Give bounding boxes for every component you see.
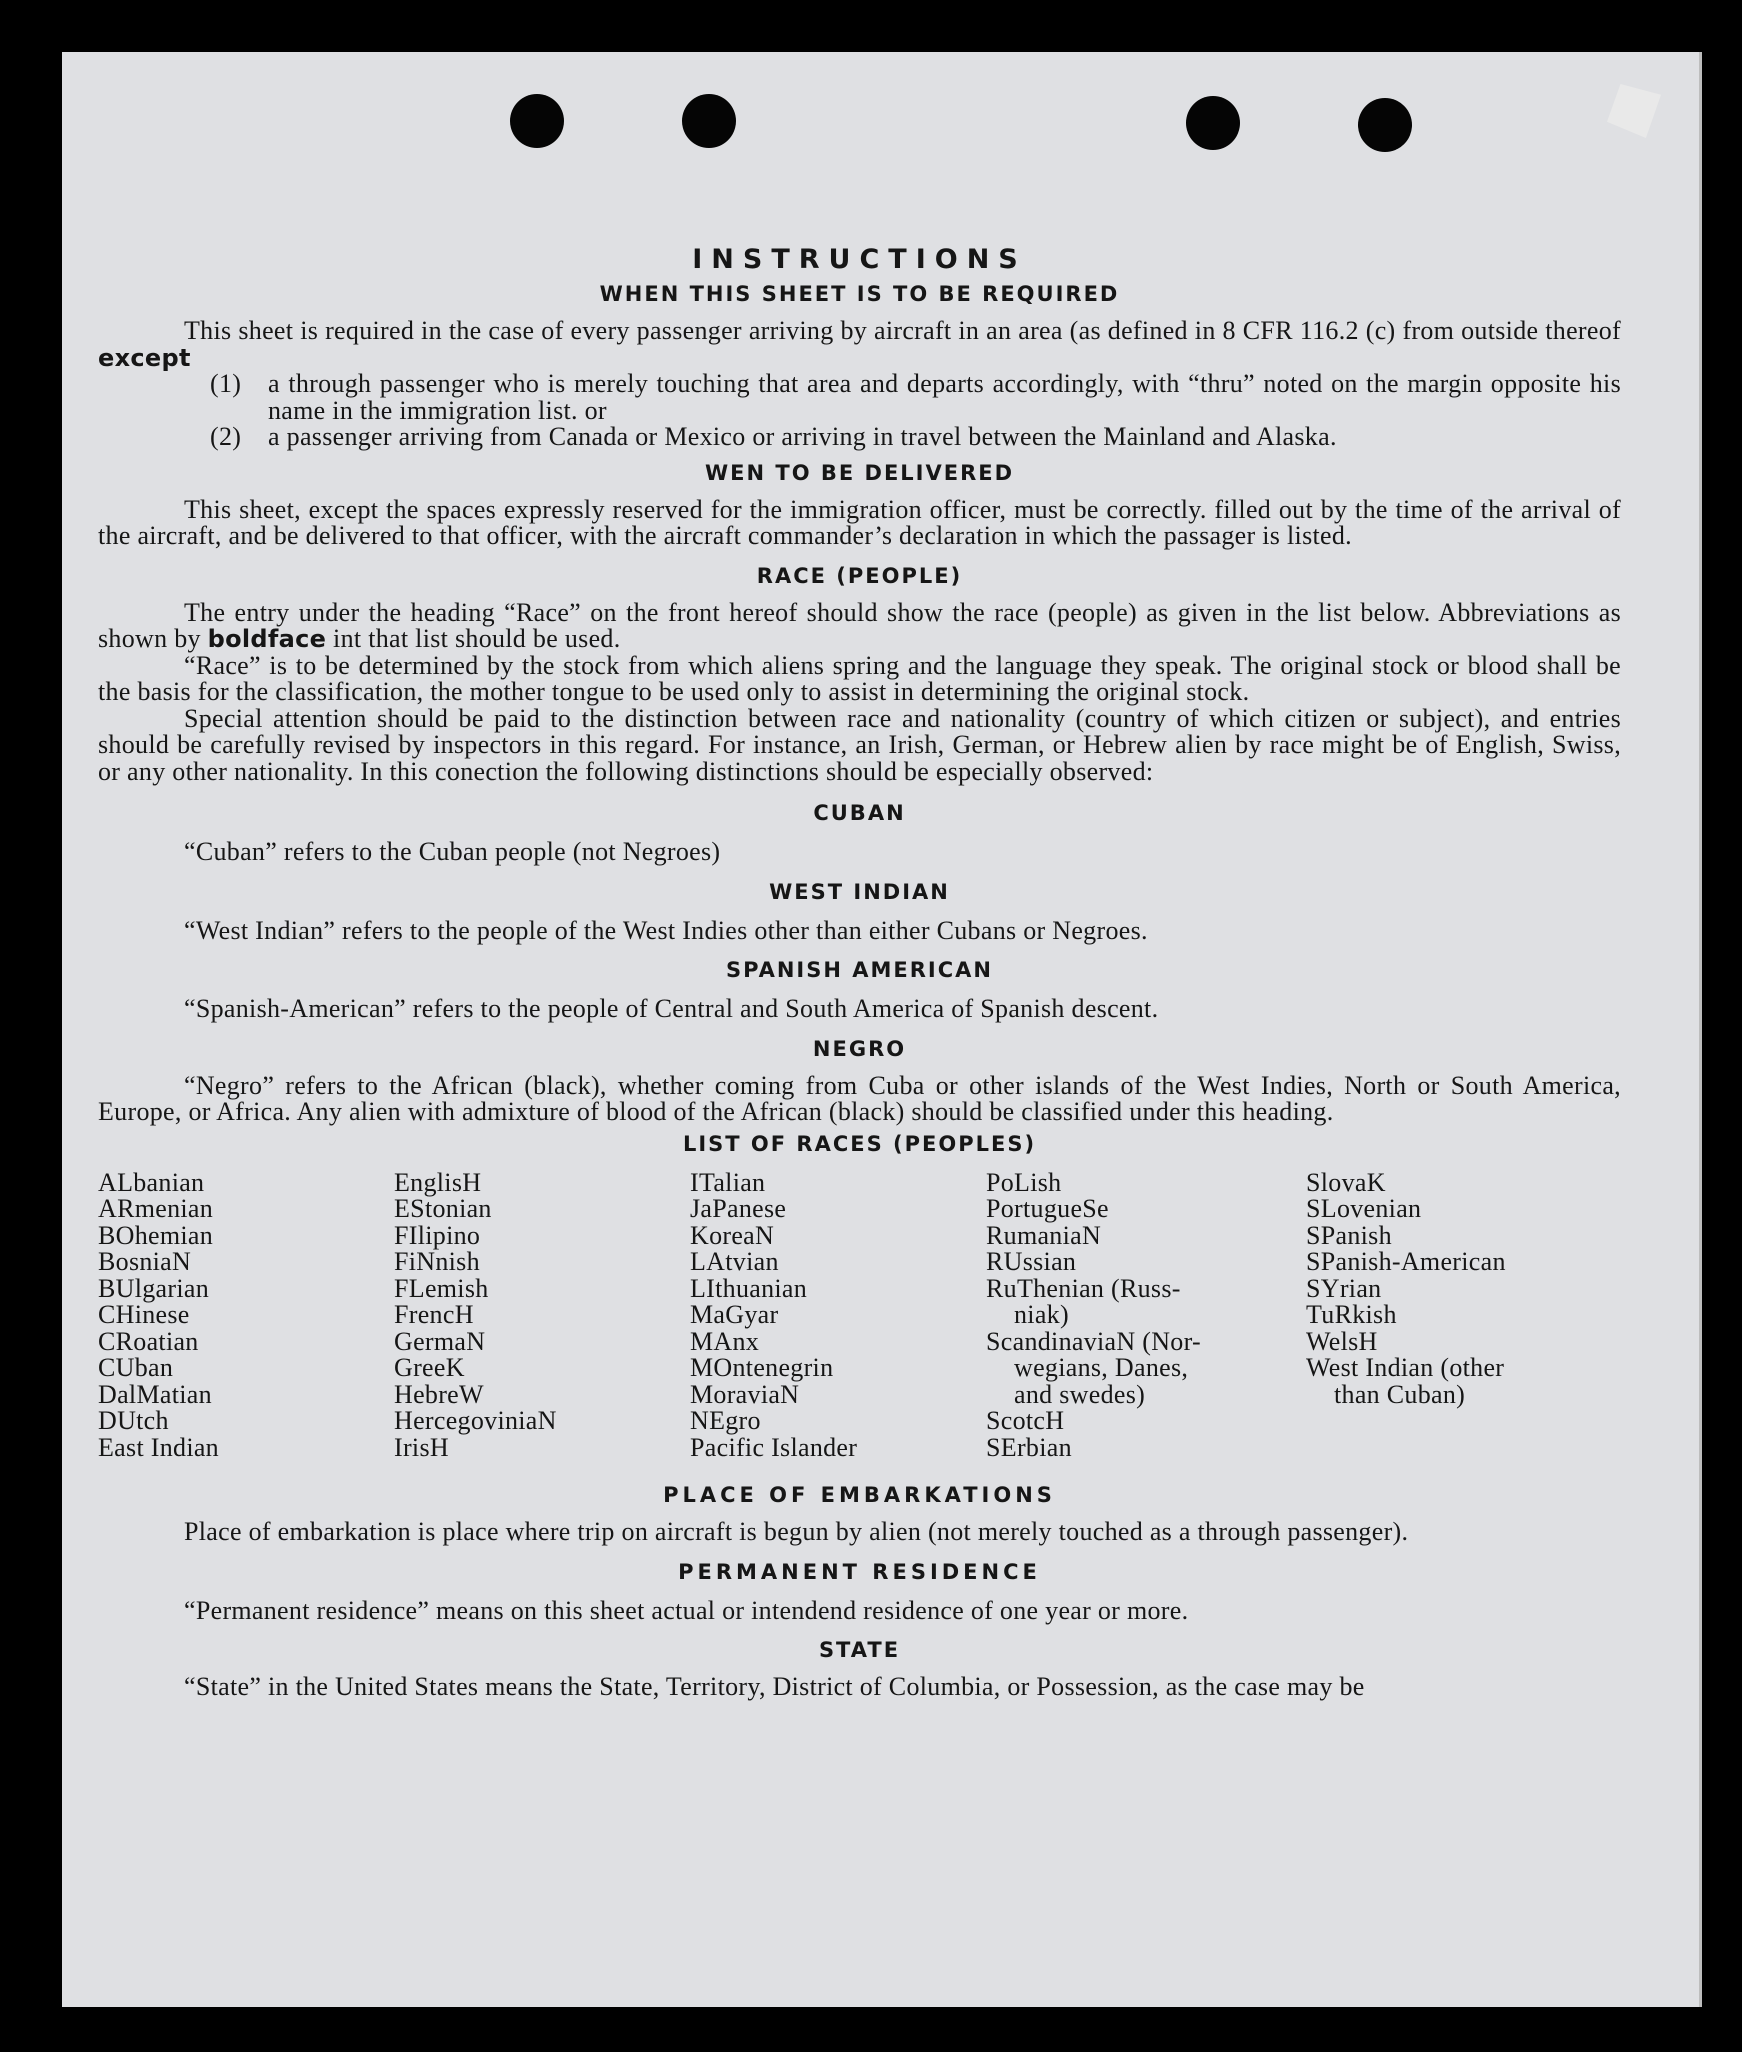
- race-entry: FrencH: [394, 1300, 474, 1329]
- race-entry: than Cuban): [1334, 1379, 1466, 1409]
- section-heading-embarkation: PLACE OF EMBARKATIONS: [663, 1483, 1056, 1507]
- races-column-2: [394, 1167, 690, 1462]
- race-entry: East Indian: [98, 1432, 219, 1462]
- punch-hole: [682, 94, 736, 148]
- race-entry: CRoatian: [98, 1326, 199, 1356]
- race-entry: ALbanian: [98, 1167, 205, 1197]
- paragraph-embarkation: Place of embarkation is place where trip on aircraft is begun by alien (not merely touched as a through passenger).: [184, 1517, 1409, 1546]
- paragraph-when-required: [98, 318, 1621, 371]
- races-column-3: [690, 1167, 986, 1462]
- race-entry: RuThenian (Russ-: [986, 1273, 1181, 1303]
- list-number: (2): [210, 422, 242, 451]
- race-entry: NEgro: [690, 1406, 761, 1435]
- race-entry: ITalian: [690, 1167, 766, 1197]
- section-heading-negro: NEGRO: [812, 1036, 907, 1061]
- race-entry: JaPanese: [690, 1194, 787, 1223]
- race-entry: MoraviaN: [690, 1379, 800, 1409]
- race-entry: SErbian: [986, 1432, 1072, 1462]
- punch-hole: [1186, 96, 1240, 150]
- paragraph-state: “State” in the United States means the State, Territory, District of Columbia, or Possession, as the case may be: [184, 1672, 1365, 1701]
- paragraph-cuban: “Cuban” refers to the Cuban people (not Negroes): [184, 837, 721, 866]
- list-text: a passenger arriving from Canada or Mexico or arriving in travel between the Mainland and Alaska.: [268, 422, 1337, 451]
- section-heading-spanish-american: SPANISH AMERICAN: [726, 958, 993, 982]
- race-entry: ScandinaviaN (Nor-: [986, 1326, 1201, 1356]
- race-entry: MAnx: [690, 1326, 760, 1356]
- race-entry: KoreaN: [690, 1220, 775, 1250]
- section-heading-when-required: WHEN THIS SHEET IS TO BE REQUIRED: [599, 282, 1120, 306]
- race-entry: LIthuanian: [690, 1273, 808, 1303]
- race-entry: CHinese: [98, 1300, 190, 1329]
- text-race-start: The entry under the heading “Race” on the front hereof should show the race (people) as given in the list below. Abbreviations as shown by: [98, 597, 1621, 653]
- list-text: a through passenger who is merely touching that area and departs accordingly, with “thru” noted on the margin opposite his name in the immigration list. or: [268, 369, 1621, 425]
- race-entry: PortugueSe: [986, 1194, 1109, 1223]
- races-column-4: [986, 1167, 1306, 1462]
- race-entry: MaGyar: [690, 1300, 779, 1329]
- race-entry: CUban: [98, 1353, 174, 1382]
- race-entry: ARmenian: [98, 1194, 214, 1223]
- list-item: [98, 371, 1621, 424]
- races-list: [98, 1167, 1621, 1462]
- race-entry: SLovenian: [1306, 1194, 1422, 1223]
- text-intro: This sheet is required in the case of every passenger arriving by aircraft in an area (as defined in 8 CFR 116.2 (c) from outside thereof: [184, 316, 1621, 345]
- document-sheet: [62, 52, 1702, 2007]
- race-entry: RumaniaN: [986, 1220, 1102, 1250]
- race-entry: Pacific Islander: [690, 1432, 858, 1462]
- section-heading-when-delivered: WEN TO BE DELIVERED: [704, 460, 1015, 485]
- race-entry: and swedes): [1014, 1379, 1146, 1409]
- race-entry: TuRkish: [1306, 1300, 1397, 1329]
- section-heading-race: RACE (PEOPLE): [756, 563, 963, 588]
- races-column-5: [1306, 1167, 1586, 1462]
- race-entry: FIlipino: [394, 1220, 481, 1250]
- text-race-end: int that list should be used.: [333, 624, 621, 653]
- section-heading-west-indian: WEST INDIAN: [769, 879, 950, 904]
- race-entry: EnglisH: [394, 1167, 482, 1197]
- race-entry: BOhemian: [98, 1220, 214, 1250]
- race-entry: SYrian: [1306, 1273, 1382, 1303]
- section-heading-residence: PERMANENT RESIDENCE: [678, 1559, 1041, 1584]
- race-entry: FiNnish: [394, 1247, 480, 1276]
- paragraph-race-1: [98, 597, 1621, 653]
- race-entry: BosniaN: [98, 1247, 192, 1276]
- paragraph-when-delivered: This sheet, except the spaces expressly reserved for the immigration officer, must be correctly. filled out by the time of the arrival of the aircraft, and be delivered to that officer, with the aircraft commander’s declaration in which the passager is listed.: [98, 494, 1621, 550]
- race-entry: FLemish: [394, 1273, 489, 1303]
- section-heading-cuban: CUBAN: [813, 801, 906, 825]
- paragraph-race-3: Special attention should be paid to the distinction between race and nationality (country of which citizen or subject), and entries should be carefully revised by inspectors in this regard. For instance, an Irish, German, or Hebrew alien by race might be of English, Swiss, or any other nationality. In this conection the following distinctions should be especially observed:: [98, 703, 1621, 786]
- race-entry: IrisH: [394, 1432, 449, 1462]
- list-item: [98, 424, 1621, 451]
- text-boldface: boldface: [207, 625, 327, 653]
- race-entry: ScotcH: [986, 1406, 1065, 1435]
- race-entry: SPanish: [1306, 1220, 1392, 1250]
- race-entry: HebreW: [394, 1379, 484, 1409]
- race-entry: niak): [1014, 1300, 1069, 1329]
- race-entry: GreeK: [394, 1353, 465, 1382]
- race-entry: LAtvian: [690, 1247, 779, 1276]
- punch-hole: [510, 94, 564, 148]
- page-title: INSTRUCTIONS: [692, 244, 1027, 275]
- punch-hole: [1358, 98, 1412, 152]
- paragraph-spanish-american: “Spanish-American” refers to the people of Central and South America of Spanish descent.: [184, 994, 1159, 1023]
- race-entry: wegians, Danes,: [1014, 1353, 1189, 1382]
- race-entry: PoLish: [986, 1167, 1062, 1197]
- race-entry: GermaN: [394, 1326, 486, 1356]
- text-except: except: [98, 343, 191, 372]
- paragraph-race-2: “Race” is to be determined by the stock from which aliens spring and the language they speak. The original stock or blood shall be the basis for the classification, the mother tongue to be used only to assist in determining the original stock.: [98, 650, 1621, 706]
- section-heading-state: STATE: [818, 1638, 901, 1662]
- race-entry: SlovaK: [1306, 1167, 1386, 1197]
- section-heading-list-of-races: LIST OF RACES (PEOPLES): [682, 1131, 1037, 1156]
- paragraph-negro: “Negro” refers to the African (black), whether coming from Cuba or other islands of the West Indies, North or South America, Europe, or Africa. Any alien with admixture of blood of the African (black) should be classified under this heading.: [98, 1070, 1621, 1126]
- list-number: (1): [210, 369, 242, 398]
- paragraph-residence: “Permanent residence” means on this sheet actual or intendend residence of one year or more.: [184, 1595, 1189, 1625]
- race-entry: DalMatian: [98, 1379, 212, 1409]
- paragraph-west-indian: “West Indian” refers to the people of the West Indies other than either Cubans or Negroes.: [184, 915, 1148, 945]
- race-entry: HercegoviniaN: [394, 1406, 557, 1435]
- race-entry: EStonian: [394, 1194, 492, 1223]
- races-column-1: [98, 1167, 394, 1462]
- race-entry: MOntenegrin: [690, 1353, 834, 1382]
- race-entry: WelsH: [1306, 1326, 1378, 1356]
- torn-corner: [1607, 84, 1661, 138]
- race-entry: BUlgarian: [98, 1273, 210, 1303]
- race-entry: SPanish-American: [1306, 1247, 1506, 1276]
- race-entry: DUtch: [98, 1406, 169, 1435]
- instructions-content: [98, 192, 1621, 1701]
- race-entry: RUssian: [986, 1247, 1077, 1276]
- race-entry: West Indian (other: [1306, 1353, 1505, 1382]
